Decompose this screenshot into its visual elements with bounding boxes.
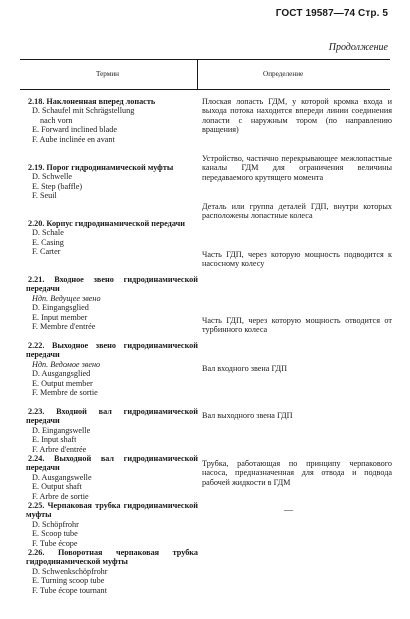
term-title: 2.26. Поворотная черпаковая трубка гидродинамической муфты: [26, 548, 198, 567]
term-en: E. Scoop tube: [32, 529, 78, 539]
term-entry-2-22: [26, 341, 198, 407]
term-title: 2.24. Выходной вал гидродинамической передачи: [26, 454, 198, 473]
term-entry-2-23: [26, 407, 198, 454]
definition-2-20: Деталь или группа деталей ГДП, внутри которых расположены лопастные колеса: [202, 202, 392, 221]
term-entry-2-21: [26, 275, 198, 341]
term-de: D. Schale: [32, 228, 64, 238]
column-header-definition: Определение: [263, 70, 304, 78]
definition-2-21: Часть ГДП, через которую мощность подводится к насосному колесу: [202, 250, 392, 269]
definition-2-25: Трубка, работающая по принципу черпакового насоса, предназначенная для отвода и подвода рабочей жидкости в ГДМ: [202, 459, 392, 487]
term-en: E. Output member: [32, 378, 93, 388]
term-title: 2.22. Выходное звено гидродинамической передачи: [26, 341, 198, 360]
term-entry-2-25: [26, 501, 198, 548]
definition-2-19: Устройство, частично перекрывающее межлопастные каналы ГДМ для ограничения величины передаваемого крутящего момента: [202, 154, 392, 182]
term-de: D. Eingangswelle: [32, 425, 91, 435]
term-title: 2.18. Наклоненная вперед лопасть: [28, 97, 156, 106]
term-fr: F. Arbre de sortie: [32, 491, 89, 501]
column-divider: [197, 59, 198, 89]
term-title: 2.21. Входное звено гидродинамической передачи: [26, 275, 198, 294]
term-de: D. Schaufel mit Schrägstellung: [32, 106, 135, 116]
term-fr: F. Membre d'entrée: [32, 322, 96, 332]
term-en: E. Input member: [32, 312, 88, 322]
term-en: E. Output shaft: [32, 482, 82, 492]
definition-2-23: Вал входного звена ГДП: [202, 364, 287, 373]
term-fr: F. Carter: [32, 247, 61, 257]
term-fr: F. Tube écope tournant: [32, 585, 107, 595]
term-entry-2-24: [26, 454, 198, 501]
term-de: D. Schwelle: [32, 172, 73, 182]
term-de: D. Schwenkschöpfrohr: [32, 566, 108, 576]
term-fr: F. Seuil: [32, 191, 57, 201]
term-de: D. Ausgangsglied: [32, 369, 91, 379]
term-de: D. Schöpfrohr: [32, 519, 79, 529]
term-ndp: Ндп. Ведомое звено: [32, 359, 101, 369]
term-fr: F. Aube inclinée en avant: [32, 134, 115, 144]
header-rule: [20, 89, 390, 90]
definition-2-22: Часть ГДП, через которую мощность отводится от турбинного колеса: [202, 316, 392, 335]
term-title: 2.23. Входной вал гидродинамической передачи: [26, 407, 198, 426]
term-fr: F. Arbre d'entrée: [32, 444, 87, 454]
term-en: E. Input shaft: [32, 435, 77, 445]
term-entry-2-20: [26, 219, 198, 275]
term-en: E. Turning scoop tube: [32, 576, 105, 586]
term-entry-2-19: [26, 163, 198, 219]
page-header: ГОСТ 19587—74 Стр. 5: [275, 8, 388, 19]
term-de: D. Ausgangswelle: [32, 472, 92, 482]
column-header-term: Термин: [96, 70, 120, 78]
term-en: E. Casing: [32, 237, 64, 247]
term-entry-2-26: [26, 548, 198, 595]
definition-2-18: Плоская лопасть ГДМ, у которой кромка входа и выхода потока находится впереди линии соединения лопасти с наружным тором (по направлению вращения): [202, 97, 392, 135]
term-title: 2.20. Корпус гидродинамической передачи: [28, 219, 185, 228]
definition-2-26: —: [284, 505, 293, 515]
term-de-cont: nach vorn: [40, 115, 73, 125]
definition-2-24: Вал выходного звена ГДП: [202, 411, 293, 420]
terms-column: [26, 97, 198, 595]
continuation-label: Продолжение: [328, 42, 388, 53]
term-ndp: Ндп. Ведущее звено: [32, 293, 101, 303]
term-en: E. Step (baffle): [32, 181, 83, 191]
term-fr: F. Membre de sortie: [32, 388, 98, 398]
term-en: E. Forward inclined blade: [32, 125, 118, 135]
term-title: 2.19. Порог гидродинамической муфты: [28, 163, 174, 172]
term-de: D. Eingangsglied: [32, 303, 89, 313]
term-fr: F. Tube écope: [32, 538, 78, 548]
term-title: 2.25. Черпаковая трубка гидродинамической муфты: [26, 501, 198, 520]
top-rule: [20, 59, 390, 60]
